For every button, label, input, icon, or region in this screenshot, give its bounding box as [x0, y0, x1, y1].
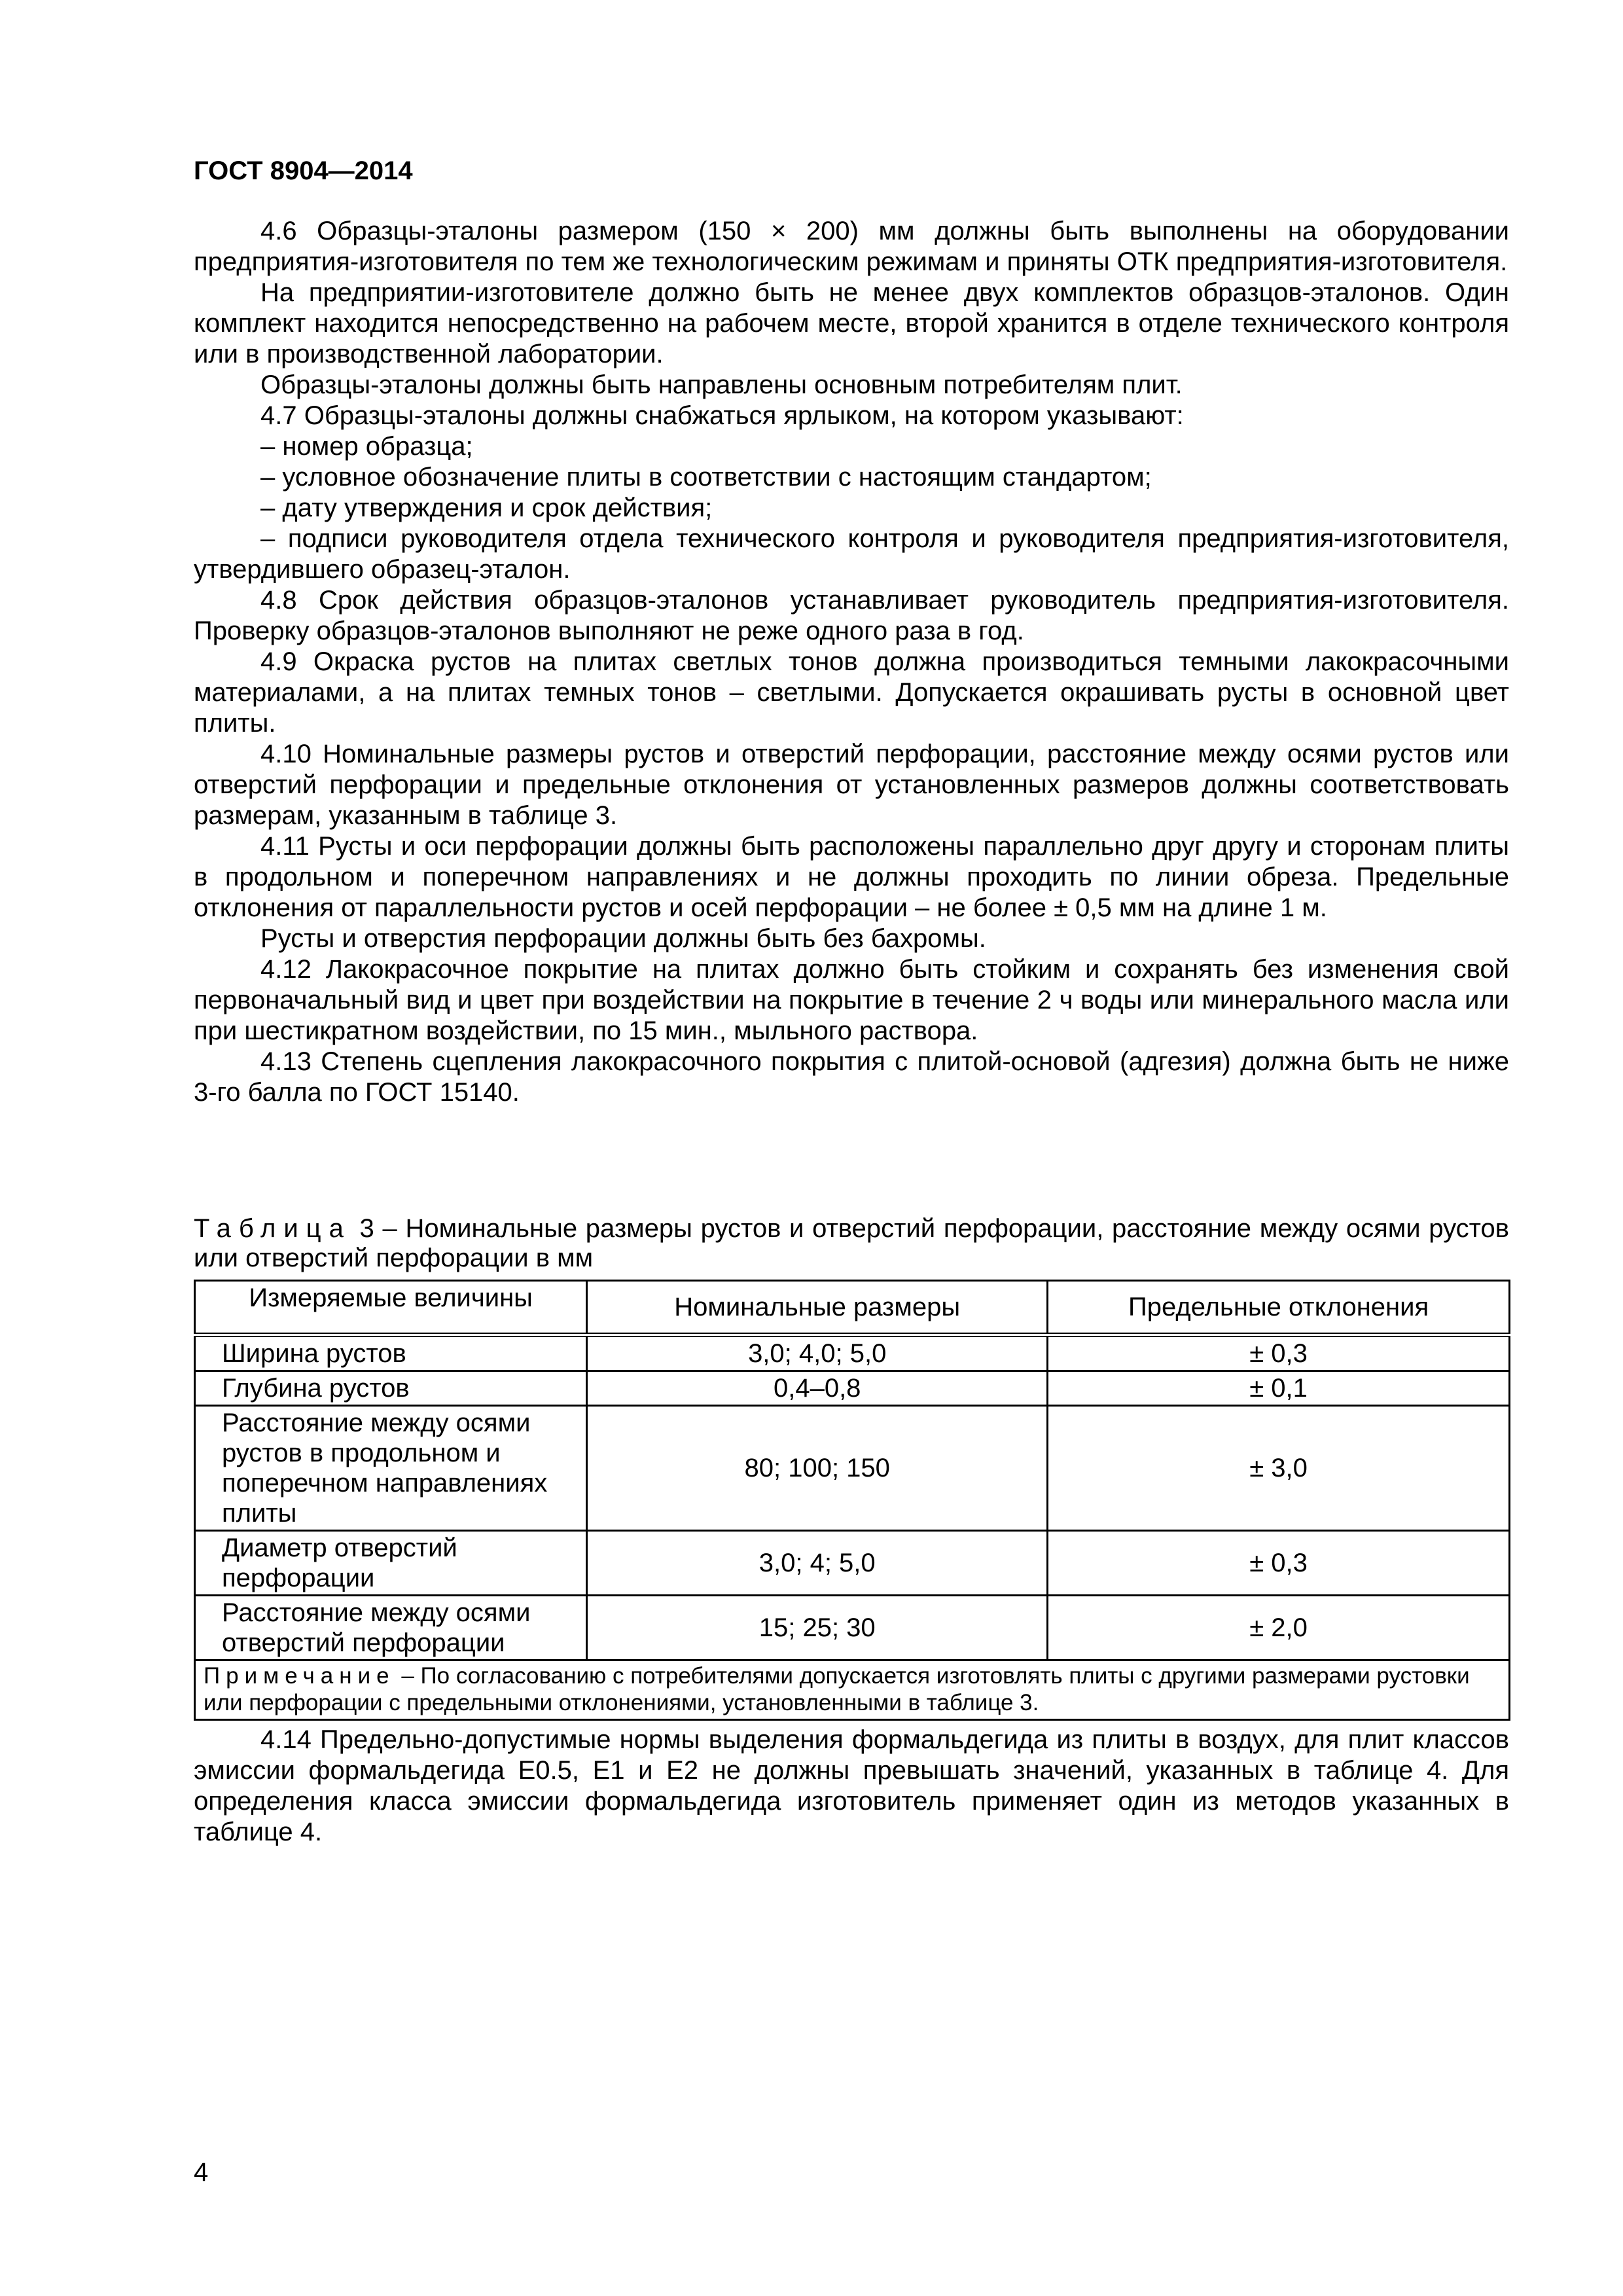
paragraph: 4.12 Лакокрасочное покрытие на плитах должно быть стойким и сохранять без изменения свой первоначальный вид и цвет при воздействии на покрытие в течение 2 ч воды или минерального масла или при шестикратном воздействии, по 15 мин., мыльного раствора.: [194, 955, 1509, 1045]
cell-nominal: 3,0; 4,0; 5,0: [587, 1335, 1048, 1371]
paragraph: На предприятии-изготовителе должно быть не менее двух комплектов образцов-эталонов. Один комплект находится непосредственно на рабочем месте, второй хранится в отделе технического контроля или в производственной лаборатории.: [194, 278, 1509, 368]
page-number: 4: [194, 2158, 209, 2187]
column-header: Предельные отклонения: [1048, 1281, 1510, 1335]
column-header: Номинальные размеры: [587, 1281, 1048, 1335]
cell-tolerance: ± 0,3: [1048, 1531, 1510, 1596]
paragraph: 4.14 Предельно-допустимые нормы выделения формальдегида из плиты в воздух, для плит классов эмиссии формальдегида Е0.5, Е1 и Е2 не должны превышать значений, указанных в таблице 4. Для определения класса эмиссии формальдегида изготовитель применяет один из методов указанных в таблице 4.: [194, 1725, 1509, 1846]
table-note-row: [195, 1660, 1510, 1720]
table-caption-text: 3 – Номинальные размеры рустов и отверстий перфорации, расстояние между осями рустов или отверстий перфорации в мм: [194, 1214, 1509, 1272]
cell-name: Ширина рустов: [195, 1335, 587, 1371]
table-caption-label: Таблица: [194, 1214, 351, 1243]
document-header: ГОСТ 8904—2014: [194, 156, 413, 185]
body-text-after-table: [194, 1725, 1509, 1848]
paragraph: 4.7 Образцы-эталоны должны снабжаться ярлыком, на котором указывают:: [260, 401, 1184, 430]
list-item: – условное обозначение плиты в соответствии с настоящим стандартом;: [260, 463, 1152, 492]
body-text: [194, 216, 1509, 1108]
column-header: Измеряемые величины: [195, 1281, 587, 1335]
dimensions-table: [194, 1280, 1510, 1721]
table-note-label: Примечание: [204, 1663, 395, 1689]
cell-name: [195, 1531, 587, 1596]
cell-nominal: 15; 25; 30: [587, 1596, 1048, 1660]
cell-tolerance: ± 0,3: [1048, 1335, 1510, 1371]
cell-tolerance: ± 3,0: [1048, 1406, 1510, 1531]
paragraph: 4.9 Окраска рустов на плитах светлых тонов должна производиться темными лакокрасочными материалами, а на плитах темных тонов – светлыми. Допускается окрашивать русты в основной цвет плиты.: [194, 647, 1509, 738]
cell-name: [195, 1596, 587, 1660]
table-row: [195, 1406, 1510, 1531]
cell-nominal: 3,0; 4; 5,0: [587, 1531, 1048, 1596]
cell-tolerance: ± 0,1: [1048, 1371, 1510, 1406]
cell-name-text: Расстояние между осями рустов в продольном и поперечном направлениях плиты: [222, 1408, 548, 1528]
table-row: [195, 1596, 1510, 1660]
paragraph: 4.6 Образцы-эталоны размером (150 × 200) мм должны быть выполнены на оборудовании предприятия-изготовителя по тем же технологическим режимам и приняты ОТК предприятия-изготовителя.: [194, 217, 1509, 276]
cell-name: [195, 1406, 587, 1531]
table-row: [195, 1335, 1510, 1371]
table-note-text: – По согласованию с потребителями допускается изготовлять плиты с другими размерами рустовки или перфорации с предельными отклонениями, установленными в таблице 3.: [204, 1663, 1470, 1715]
table-header-row: [195, 1281, 1510, 1335]
paragraph: 4.10 Номинальные размеры рустов и отверстий перфорации, расстояние между осями рустов или отверстий перфорации и предельные отклонения от установленных размеров должны соответствовать размерам, указанным в таблице 3.: [194, 740, 1509, 830]
table-row: [195, 1371, 1510, 1406]
paragraph: 4.11 Русты и оси перфорации должны быть расположены параллельно друг другу и сторонам плиты в продольном и поперечном направлениях и не должны проходить по линии обреза. Предельные отклонения от параллельности рустов и осей перфорации – не более ± 0,5 мм на длине 1 м.: [194, 832, 1509, 922]
table-caption: [194, 1214, 1509, 1273]
cell-name-text: Расстояние между осями отверстий перфорации: [222, 1598, 531, 1657]
paragraph: 4.13 Степень сцепления лакокрасочного покрытия с плитой-основой (адгезия) должна быть не ниже 3-го балла по ГОСТ 15140.: [194, 1047, 1509, 1107]
cell-tolerance: ± 2,0: [1048, 1596, 1510, 1660]
cell-name-text: Диаметр отверстий перфорации: [222, 1534, 457, 1592]
list-item: – подписи руководителя отдела технического контроля и руководителя предприятия-изготовителя, утвердившего образец-эталон.: [194, 524, 1509, 584]
list-item: – номер образца;: [260, 432, 473, 461]
paragraph: 4.8 Срок действия образцов-эталонов устанавливает руководитель предприятия-изготовителя. Проверку образцов-эталонов выполняют не реже одного раза в год.: [194, 586, 1509, 645]
paragraph: Образцы-эталоны должны быть направлены основным потребителям плит.: [260, 370, 1183, 399]
paragraph: Русты и отверстия перфорации должны быть без бахромы.: [260, 924, 986, 953]
cell-nominal: 80; 100; 150: [587, 1406, 1048, 1531]
cell-name: Глубина рустов: [195, 1371, 587, 1406]
table-note: [195, 1660, 1510, 1720]
table-row: [195, 1531, 1510, 1596]
list-item: – дату утверждения и срок действия;: [260, 493, 713, 522]
cell-nominal: 0,4–0,8: [587, 1371, 1048, 1406]
